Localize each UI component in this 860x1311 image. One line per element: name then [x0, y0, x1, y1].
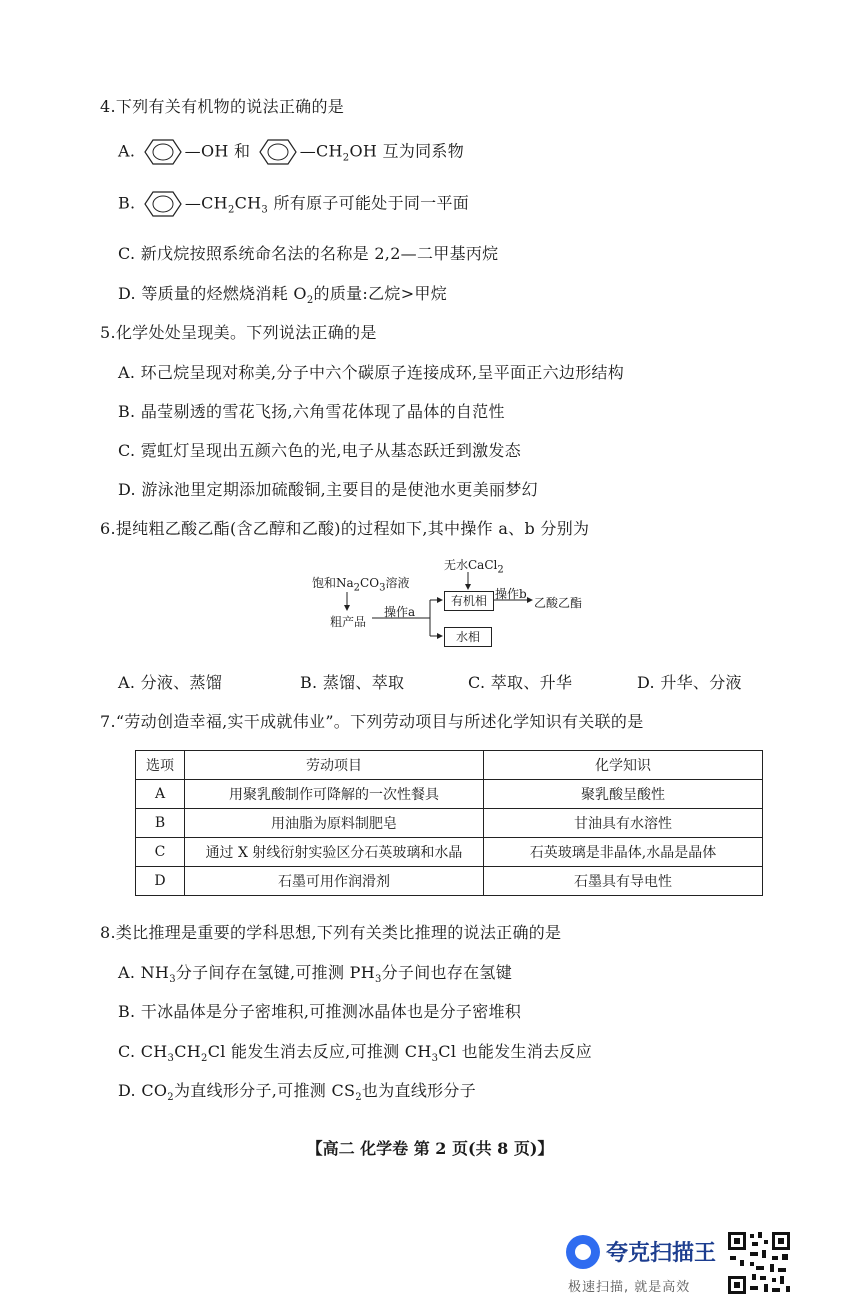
cacl2-label: 无水CaCl$_2$	[444, 558, 504, 576]
benzene-ring-icon	[258, 138, 298, 166]
q5-option-a: A. 环己烷呈现对称美,分子中六个碳原子连接成环,呈平面正六边形结构	[118, 363, 625, 382]
q5-option-d: D. 游泳池里定期添加硫酸铜,主要目的是使池水更美丽梦幻	[118, 480, 538, 499]
benzyl-alcohol-text: —CH	[299, 141, 343, 161]
table-row	[136, 838, 763, 867]
q6-option-d: D. 升华、分液	[637, 673, 742, 692]
cell-option: D	[136, 867, 185, 896]
option-d-tail: 的质量:乙烷>甲烷	[313, 284, 448, 303]
q6-option-c: C. 萃取、升华	[468, 673, 573, 692]
benzene-ring-icon	[143, 138, 183, 166]
q4-option-d: D. 等质量的烃燃烧消耗 $O_2$的质量:乙烷>甲烷	[118, 284, 448, 307]
page-footer: 【高二 化学卷 第 2 页(共 8 页)】	[306, 1139, 554, 1158]
q4-option-b: B. $—CH_2CH_3$ 所有原子可能处于同一平面	[118, 190, 469, 218]
cell-labor: 通过 X 射线衍射实验区分石英玻璃和水晶	[185, 838, 484, 867]
q5-stem: 5.化学处处呈现美。下列说法正确的是	[100, 323, 377, 342]
aqueous-phase-box: 水相	[444, 627, 492, 647]
cell-option: A	[136, 780, 185, 809]
watermark-subtitle: 极速扫描, 就是高效	[568, 1280, 691, 1295]
option-label: B.	[118, 193, 136, 213]
header-chem-knowledge: 化学知识	[484, 751, 763, 780]
option-b-tail: 所有原子可能处于同一平面	[268, 193, 470, 213]
cell-labor: 石墨可用作润滑剂	[185, 867, 484, 896]
q6-option-b: B. 蒸馏、萃取	[300, 673, 405, 692]
header-option: 选项	[136, 751, 185, 780]
cell-knowledge: 石墨具有导电性	[484, 867, 763, 896]
crude-product-label: 粗产品	[330, 615, 367, 629]
cell-labor: 用油脂为原料制肥皂	[185, 809, 484, 838]
q8-option-d: D. $CO_2$为直线形分子,可推测 $CS_2$也为直线形分子	[118, 1081, 477, 1104]
phenol-text: —OH 和	[184, 141, 251, 161]
benzene-ring-icon	[143, 190, 183, 218]
q8-option-a: A. $NH_3$分子间存在氢键,可推测 $PH_3$分子间也存在氢键	[118, 963, 513, 986]
q6-option-a: A. 分液、蒸馏	[118, 673, 223, 692]
product-label: 乙酸乙酯	[534, 596, 583, 610]
cell-option: B	[136, 809, 185, 838]
na2co3-label: 饱和$Na_2CO_3$溶液	[312, 576, 410, 594]
option-d-head: D. 等质量的烃燃烧消耗 O	[118, 284, 307, 303]
option-label: A.	[118, 141, 136, 161]
organic-phase-box: 有机相	[444, 591, 494, 611]
q6-stem: 6.提纯粗乙酸乙酯(含乙醇和乙酸)的过程如下,其中操作 a、b 分别为	[100, 519, 590, 538]
q8-option-c: C. $CH_3CH_2Cl$ 能发生消去反应,可推测 $CH_3Cl$ 也能发生消去反应	[118, 1042, 593, 1065]
cell-labor: 用聚乳酸制作可降解的一次性餐具	[185, 780, 484, 809]
operation-a-label: 操作a	[384, 605, 416, 619]
option-a-tail: OH 互为同系物	[349, 141, 465, 161]
q8-option-b: B. 干冰晶体是分子密堆积,可推测冰晶体也是分子密堆积	[118, 1002, 522, 1021]
diagram-arrows	[300, 550, 560, 660]
q7-table	[135, 750, 763, 896]
ethylbenzene-text-2: CH	[234, 193, 262, 213]
table-row	[136, 780, 763, 809]
watermark-title: 夸克扫描王	[606, 1241, 717, 1266]
table-row	[136, 809, 763, 838]
q5-option-b: B. 晶莹剔透的雪花飞扬,六角雪花体现了晶体的自范性	[118, 402, 505, 421]
scanner-logo-icon	[566, 1235, 600, 1269]
cell-knowledge: 石英玻璃是非晶体,水晶是晶体	[484, 838, 763, 867]
q5-option-c: C. 霓虹灯呈现出五颜六色的光,电子从基态跃迁到激发态	[118, 441, 522, 460]
operation-b-label: 操作b	[495, 587, 527, 601]
q4-stem: 4.下列有关有机物的说法正确的是	[100, 97, 345, 116]
table-header-row	[136, 751, 763, 780]
cell-knowledge: 聚乳酸呈酸性	[484, 780, 763, 809]
cell-knowledge: 甘油具有水溶性	[484, 809, 763, 838]
cell-option: C	[136, 838, 185, 867]
q7-stem: 7.“劳动创造幸福,实干成就伟业”。下列劳动项目与所述化学知识有关联的是	[100, 712, 644, 731]
q8-stem: 8.类比推理是重要的学科思想,下列有关类比推理的说法正确的是	[100, 923, 562, 942]
table-row	[136, 867, 763, 896]
ethylbenzene-text: —CH	[184, 193, 228, 213]
qr-code-icon	[726, 1230, 792, 1296]
header-labor-item: 劳动项目	[185, 751, 484, 780]
q4-option-c: C. 新戊烷按照系统命名法的名称是 2,2—二甲基丙烷	[118, 244, 499, 263]
q4-option-a: A. —OH 和 $—CH_2OH$ 互为同系物	[118, 138, 464, 166]
